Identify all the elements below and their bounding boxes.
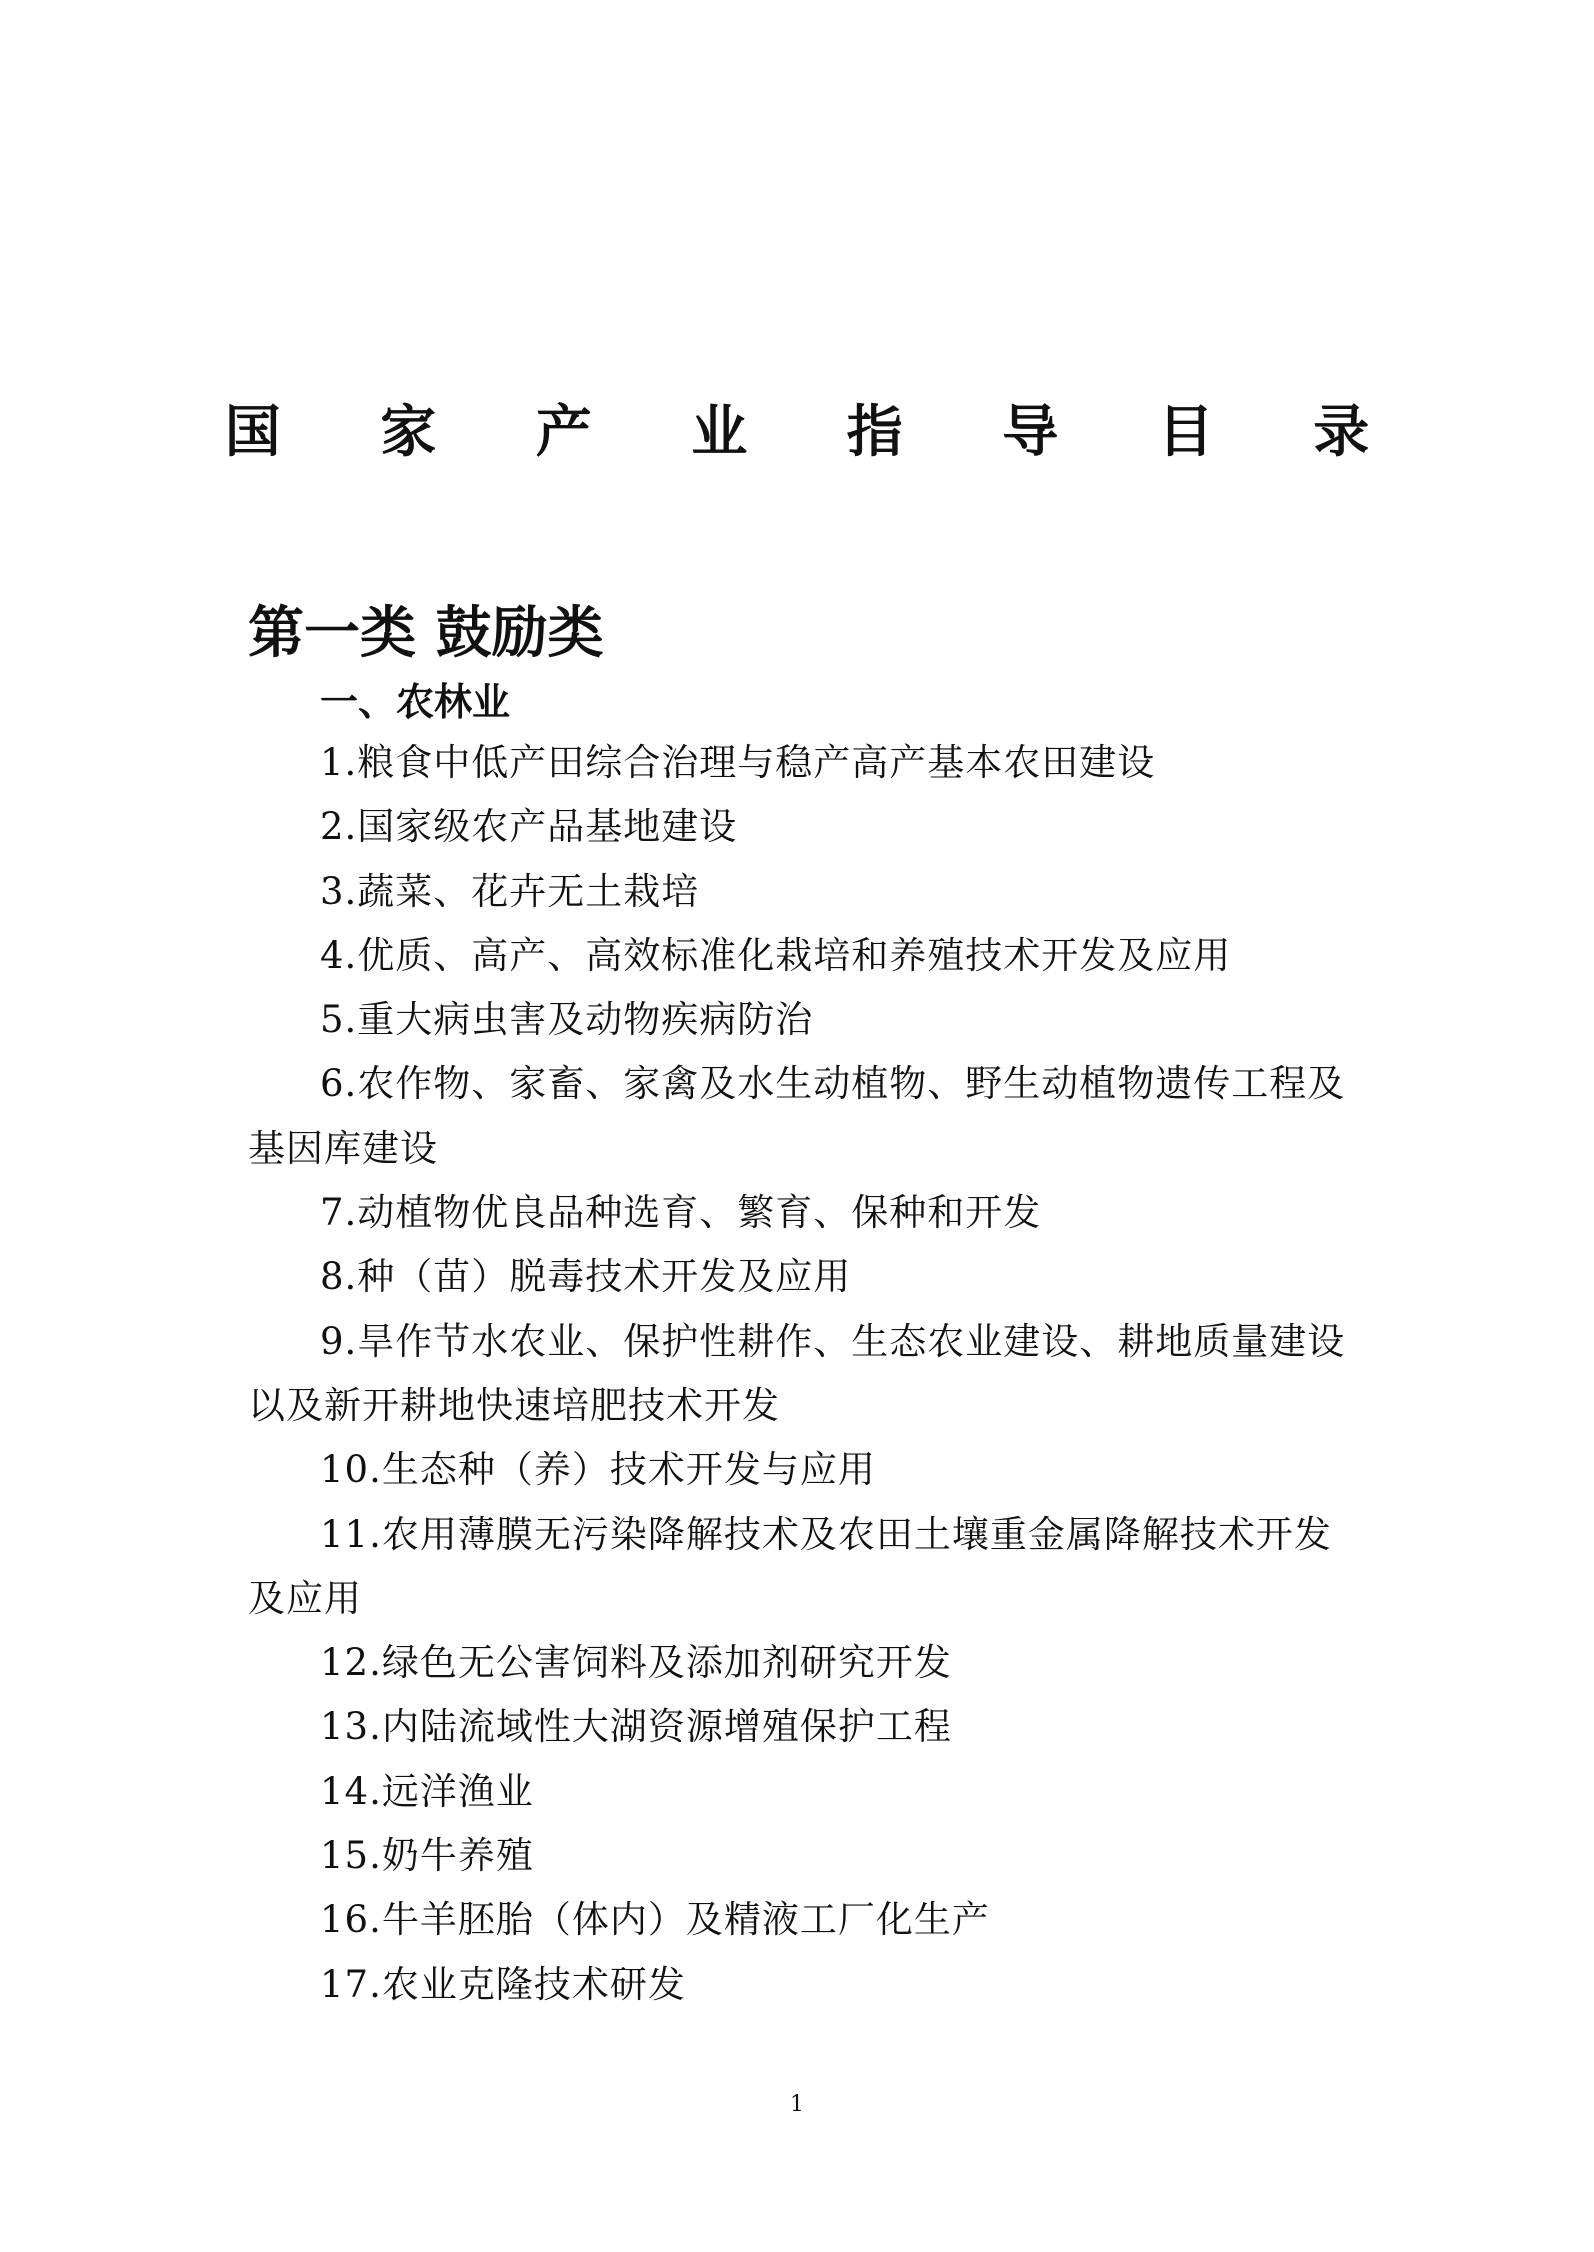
list-item: 4.优质、高产、高效标准化栽培和养殖技术开发及应用	[320, 933, 1232, 977]
list-item: 14.远洋渔业	[320, 1769, 534, 1813]
list-item: 7.动植物优良品种选育、繁育、保种和开发	[320, 1191, 1042, 1235]
list-item: 5.重大病虫害及动物疾病防治	[320, 998, 814, 1042]
list-item: 16.牛羊胚胎（体内）及精液工厂化生产	[320, 1898, 990, 1942]
list-item: 9.旱作节水农业、保护性耕作、生态农业建设、耕地质量建设以及新开耕地快速培肥技术开发	[248, 1319, 1346, 1427]
list-item: 13.内陆流域性大湖资源增殖保护工程	[320, 1705, 952, 1749]
page-number: 1	[790, 2092, 804, 2117]
list-item: 15.奶牛养殖	[320, 1834, 534, 1878]
list-item: 6.农作物、家畜、家禽及水生动植物、野生动植物遗传工程及基因库建设	[248, 1062, 1346, 1170]
list-item: 8.种（苗）脱毒技术开发及应用	[320, 1255, 852, 1299]
item-list	[248, 731, 1358, 2017]
list-item: 1.粮食中低产田综合治理与稳产高产基本农田建设	[320, 741, 1156, 784]
list-item: 11.农用薄膜无污染降解技术及农田土壤重金属降解技术开发及应用	[248, 1512, 1332, 1620]
list-item: 2.国家级农产品基地建设	[320, 805, 738, 849]
list-item: 10.生态种（养）技术开发与应用	[320, 1448, 876, 1492]
category-heading: 第一类 鼓励类	[248, 601, 604, 666]
document-title: 国 家 产 业 指 导 目 录	[224, 400, 1410, 465]
section-heading: 一、农林业	[320, 680, 511, 724]
list-item: 3.蔬菜、花卉无土栽培	[320, 869, 700, 913]
list-item: 17.农业克隆技术研发	[320, 1962, 686, 2006]
list-item: 12.绿色无公害饲料及添加剂研究开发	[320, 1641, 952, 1685]
